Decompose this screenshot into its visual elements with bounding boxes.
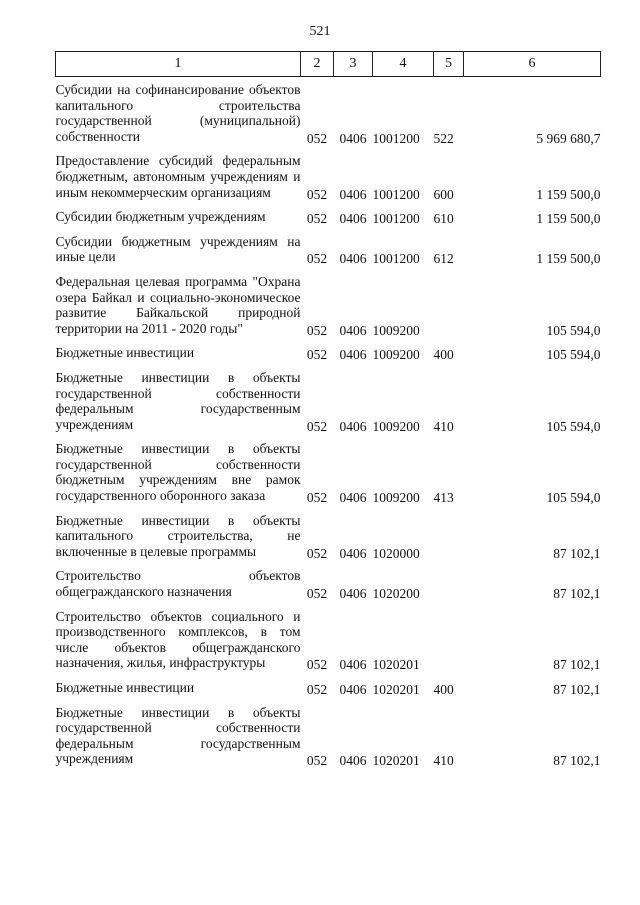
row-target-code: 1001200 (372, 251, 420, 267)
table-row (56, 506, 601, 562)
row-section-code: 0406 (339, 322, 367, 338)
row-expense-type (434, 561, 464, 601)
column-header: 5 (434, 52, 464, 77)
table-row (56, 434, 601, 505)
row-amount: 105 594,0 (546, 322, 601, 338)
row-ministry-code: 052 (306, 753, 328, 769)
table-row (56, 698, 601, 769)
row-section-code: 0406 (339, 347, 367, 363)
row-expense-type: 610 (433, 211, 454, 227)
row-amount: 87 102,1 (553, 657, 601, 673)
row-target-code: 1020200 (372, 586, 420, 602)
row-description (56, 338, 301, 363)
row-description (56, 363, 301, 434)
row-description-text: Строительство объектов социального и производственного комплексов, в том числе объектов общегражданского назначения, жилья, инфраструктуры (55, 608, 301, 671)
row-description-text: Федеральная целевая программа "Охрана озера Байкал и социально-экономическое развитие Байкальской природной территории на 2011 - 2020 годы" (55, 273, 301, 336)
row-description-text: Предоставление субсидий федеральным бюджетным, автономным учреждениям и иным некоммерческим организациям (55, 153, 301, 200)
table-row (56, 602, 601, 673)
row-section-code: 0406 (339, 211, 367, 227)
row-ministry-code: 052 (306, 682, 328, 697)
row-ministry-code: 052 (306, 418, 328, 434)
row-expense-type (434, 602, 464, 673)
row-amount: 1 159 500,0 (536, 211, 601, 227)
row-ministry-code: 052 (306, 251, 328, 267)
row-expense-type: 400 (433, 347, 454, 363)
row-amount: 87 102,1 (553, 753, 601, 769)
row-ministry-code: 052 (306, 322, 328, 338)
budget-table (55, 51, 601, 769)
row-target-code: 1001200 (372, 211, 420, 227)
table-row (56, 77, 601, 147)
row-description-text: Бюджетные инвестиции в объекты государственной собственности федеральным государственным учреждениям (55, 704, 301, 767)
row-expense-type (434, 267, 464, 338)
row-expense-type: 410 (433, 418, 454, 434)
row-expense-type: 522 (433, 130, 454, 146)
row-description (56, 227, 301, 267)
row-section-code: 0406 (339, 186, 367, 202)
row-description (56, 602, 301, 673)
row-ministry-code: 052 (306, 657, 328, 673)
row-description (56, 561, 301, 601)
row-description-text: Субсидии бюджетным учреждениям (55, 209, 266, 225)
row-target-code: 1009200 (372, 347, 420, 363)
row-amount: 1 159 500,0 (536, 186, 601, 202)
row-description-text: Субсидии на софинансирование объектов капитального строительства государственной (муниципальной) собственности (55, 82, 301, 144)
table-row (56, 338, 601, 363)
row-amount: 87 102,1 (553, 545, 601, 561)
row-description-text: Бюджетные инвестиции в объекты капитального строительства, не включенные в целевые программы (55, 512, 301, 559)
table-row (56, 673, 601, 698)
row-ministry-code: 052 (306, 130, 328, 146)
row-target-code: 1009200 (372, 322, 420, 338)
table-row (56, 227, 601, 267)
column-header: 3 (334, 52, 373, 77)
table-row (56, 202, 601, 227)
row-amount: 87 102,1 (553, 682, 601, 697)
row-amount: 105 594,0 (546, 418, 601, 434)
table-row (56, 561, 601, 601)
row-description-text: Бюджетные инвестиции в объекты государственной собственности бюджетным учреждениям вне рамок государственного оборонного заказа (55, 441, 301, 504)
row-description (56, 673, 301, 698)
row-target-code: 1001200 (372, 186, 420, 202)
row-ministry-code: 052 (306, 545, 328, 561)
row-ministry-code: 052 (306, 490, 328, 506)
row-expense-type (434, 506, 464, 562)
row-amount: 105 594,0 (546, 347, 601, 363)
row-description (56, 77, 301, 147)
table-row (56, 146, 601, 202)
column-header: 2 (301, 52, 334, 77)
row-amount: 87 102,1 (553, 586, 601, 602)
row-section-code: 0406 (339, 490, 367, 506)
row-target-code: 1020201 (372, 753, 420, 769)
row-ministry-code: 052 (306, 347, 328, 363)
row-amount: 1 159 500,0 (536, 251, 601, 267)
row-expense-type: 600 (433, 186, 454, 202)
row-section-code: 0406 (339, 418, 367, 434)
row-section-code: 0406 (339, 545, 367, 561)
row-section-code: 0406 (339, 586, 367, 602)
column-header: 6 (464, 52, 601, 77)
row-description-text: Субсидии бюджетным учреждениям на иные цели (55, 233, 301, 265)
row-ministry-code: 052 (306, 211, 328, 227)
row-section-code: 0406 (339, 682, 367, 697)
row-section-code: 0406 (339, 657, 367, 673)
table-header-row (56, 52, 601, 77)
row-description (56, 267, 301, 338)
row-ministry-code: 052 (306, 586, 328, 602)
row-description-text: Бюджетные инвестиции в объекты государственной собственности федеральным государственным учреждениям (55, 369, 301, 432)
table-row (56, 267, 601, 338)
row-description (56, 146, 301, 202)
row-target-code: 1001200 (372, 130, 420, 146)
row-target-code: 1009200 (372, 418, 420, 434)
row-target-code: 1020000 (372, 545, 420, 561)
row-target-code: 1020201 (372, 657, 420, 673)
row-description-text: Бюджетные инвестиции (55, 680, 195, 695)
row-section-code: 0406 (339, 753, 367, 769)
column-header: 1 (56, 52, 301, 77)
row-description-text: Бюджетные инвестиции (55, 345, 195, 361)
row-description (56, 698, 301, 769)
row-description (56, 506, 301, 562)
row-ministry-code: 052 (306, 186, 328, 202)
row-expense-type: 400 (433, 682, 454, 697)
row-description-text: Строительство объектов общегражданского назначения (55, 568, 301, 600)
row-expense-type: 612 (433, 251, 454, 267)
row-section-code: 0406 (339, 251, 367, 267)
row-expense-type: 413 (433, 490, 454, 506)
table-row (56, 363, 601, 434)
row-target-code: 1020201 (372, 682, 420, 697)
row-expense-type: 410 (433, 753, 454, 769)
row-description (56, 202, 301, 227)
page-number: 521 (309, 24, 331, 39)
column-header: 4 (373, 52, 434, 77)
row-section-code: 0406 (339, 130, 367, 146)
row-target-code: 1009200 (372, 490, 420, 506)
row-description (56, 434, 301, 505)
row-amount: 5 969 680,7 (536, 130, 601, 146)
row-amount: 105 594,0 (546, 490, 601, 506)
